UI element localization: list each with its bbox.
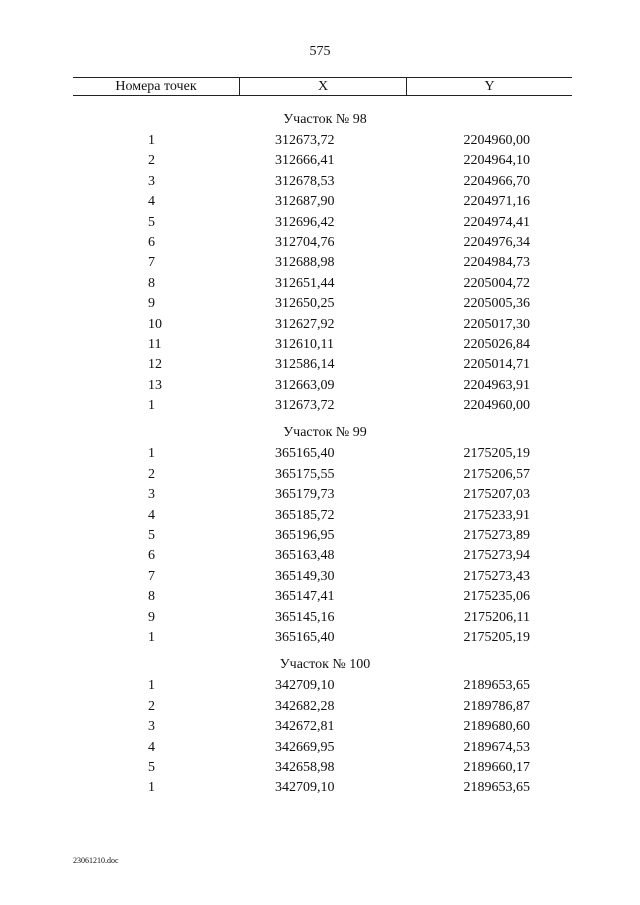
point-number: 1 — [148, 398, 155, 414]
table-row — [0, 738, 640, 758]
x-coordinate: 342709,10 — [275, 678, 335, 694]
point-number: 2 — [148, 153, 155, 169]
x-coordinate: 342709,10 — [275, 780, 335, 796]
table-row — [0, 213, 640, 233]
y-coordinate: 2175205,19 — [463, 446, 530, 462]
x-coordinate: 342682,28 — [275, 698, 335, 714]
x-coordinate: 365147,41 — [275, 589, 335, 605]
table-row — [0, 396, 640, 416]
point-number: 7 — [148, 255, 155, 271]
y-coordinate: 2189660,17 — [463, 759, 530, 775]
y-coordinate: 2175206,57 — [463, 466, 530, 482]
x-coordinate: 365196,95 — [275, 528, 335, 544]
point-number: 4 — [148, 739, 155, 755]
x-coordinate: 365163,48 — [275, 548, 335, 564]
y-coordinate: 2189680,60 — [463, 719, 530, 735]
y-coordinate: 2205026,84 — [463, 336, 530, 352]
point-number: 13 — [148, 377, 162, 393]
point-number: 10 — [148, 316, 162, 332]
y-coordinate: 2205004,72 — [463, 275, 530, 291]
y-coordinate: 2205017,30 — [463, 316, 530, 332]
point-number: 3 — [148, 487, 155, 503]
x-coordinate: 365175,55 — [275, 466, 335, 482]
point-number: 12 — [148, 357, 162, 373]
table-row — [0, 233, 640, 253]
x-coordinate: 312687,90 — [275, 194, 335, 210]
x-coordinate: 365165,40 — [275, 629, 335, 645]
x-coordinate: 312586,14 — [275, 357, 335, 373]
x-coordinate: 365145,16 — [275, 609, 335, 625]
section-block — [0, 654, 640, 798]
y-coordinate: 2175273,89 — [463, 528, 530, 544]
point-number: 6 — [148, 548, 155, 564]
y-coordinate: 2205005,36 — [463, 296, 530, 312]
point-number: 11 — [148, 336, 162, 352]
header-x: X — [240, 78, 407, 95]
y-coordinate: 2189653,65 — [463, 780, 530, 796]
table-row — [0, 274, 640, 294]
table-row — [0, 717, 640, 737]
y-coordinate: 2175205,19 — [463, 629, 530, 645]
table-row — [0, 172, 640, 192]
y-coordinate: 2204964,10 — [463, 153, 530, 169]
x-coordinate: 365185,72 — [275, 507, 335, 523]
x-coordinate: 312704,76 — [275, 234, 335, 250]
point-number: 4 — [148, 507, 155, 523]
x-coordinate: 342658,98 — [275, 759, 335, 775]
y-coordinate: 2189786,87 — [463, 698, 530, 714]
y-coordinate: 2204960,00 — [463, 398, 530, 414]
table-row — [0, 628, 640, 648]
table-row — [0, 567, 640, 587]
table-row — [0, 151, 640, 171]
y-coordinate: 2175207,03 — [463, 487, 530, 503]
table-row — [0, 676, 640, 696]
table-row — [0, 335, 640, 355]
table-row — [0, 608, 640, 628]
y-coordinate: 2204984,73 — [463, 255, 530, 271]
point-number: 3 — [148, 719, 155, 735]
y-coordinate: 2189674,53 — [463, 739, 530, 755]
table-row — [0, 315, 640, 335]
x-coordinate: 342669,95 — [275, 739, 335, 755]
y-coordinate: 2205014,71 — [463, 357, 530, 373]
page-number: 575 — [309, 44, 331, 59]
y-coordinate: 2175233,91 — [463, 507, 530, 523]
point-number: 1 — [148, 780, 155, 796]
y-coordinate: 2204974,41 — [463, 214, 530, 230]
y-coordinate: 2175273,94 — [463, 548, 530, 564]
point-number: 8 — [148, 275, 155, 291]
table-row — [0, 587, 640, 607]
table-row — [0, 546, 640, 566]
x-coordinate: 312650,25 — [275, 296, 335, 312]
table-row — [0, 355, 640, 375]
point-number: 2 — [148, 698, 155, 714]
table-header — [73, 77, 572, 96]
y-coordinate: 2189653,65 — [463, 678, 530, 694]
x-coordinate: 312688,98 — [275, 255, 335, 271]
y-coordinate: 2204960,00 — [463, 133, 530, 148]
y-coordinate: 2204971,16 — [463, 194, 530, 210]
x-coordinate: 312696,42 — [275, 214, 335, 230]
point-number: 1 — [148, 446, 155, 462]
x-coordinate: 312610,11 — [275, 336, 334, 352]
y-coordinate: 2204976,34 — [463, 234, 530, 250]
point-number: 1 — [148, 629, 155, 645]
point-number: 1 — [148, 678, 155, 694]
x-coordinate: 312627,92 — [275, 316, 335, 332]
x-coordinate: 365165,40 — [275, 446, 335, 462]
point-number: 9 — [148, 609, 155, 625]
y-coordinate: 2204963,91 — [463, 377, 530, 393]
y-coordinate: 2175235,06 — [463, 589, 530, 605]
x-coordinate: 365149,30 — [275, 568, 335, 584]
x-coordinate: 312678,53 — [275, 173, 335, 189]
point-number: 2 — [148, 466, 155, 482]
table-row — [0, 526, 640, 546]
y-coordinate: 2204966,70 — [463, 173, 530, 189]
header-y: Y — [484, 79, 495, 94]
x-coordinate: 312673,72 — [275, 398, 335, 414]
x-coordinate: 312663,09 — [275, 377, 335, 393]
header-point-numbers: Номера точек — [73, 78, 240, 95]
table-row — [0, 192, 640, 212]
y-coordinate: 2175206,11 — [464, 609, 530, 625]
point-number: 9 — [148, 296, 155, 312]
section-title: Участок № 98 — [283, 112, 367, 127]
table-row — [0, 444, 640, 464]
section-block — [0, 422, 640, 648]
x-coordinate: 342672,81 — [275, 719, 335, 735]
point-number: 7 — [148, 568, 155, 584]
table-row — [0, 778, 640, 798]
x-coordinate: 312651,44 — [275, 275, 335, 291]
x-coordinate: 365179,73 — [275, 487, 335, 503]
table-row — [0, 506, 640, 526]
section-block — [0, 109, 640, 416]
table-row — [0, 131, 640, 151]
table-row — [0, 697, 640, 717]
table-row — [0, 758, 640, 778]
coordinate-sections — [0, 109, 640, 805]
point-number: 5 — [148, 528, 155, 544]
table-row — [0, 294, 640, 314]
y-coordinate: 2175273,43 — [463, 568, 530, 584]
x-coordinate: 312673,72 — [275, 133, 335, 148]
point-number: 5 — [148, 214, 155, 230]
point-number: 1 — [148, 133, 155, 148]
table-row — [0, 485, 640, 505]
footer-filename: 23061210.doc — [73, 856, 119, 865]
table-row — [0, 376, 640, 396]
point-number: 5 — [148, 759, 155, 775]
section-title: Участок № 99 — [283, 425, 367, 441]
point-number: 4 — [148, 194, 155, 210]
point-number: 8 — [148, 589, 155, 605]
x-coordinate: 312666,41 — [275, 153, 335, 169]
section-title: Участок № 100 — [279, 657, 371, 673]
table-row — [0, 465, 640, 485]
point-number: 6 — [148, 234, 155, 250]
point-number: 3 — [148, 173, 155, 189]
table-row — [0, 253, 640, 273]
